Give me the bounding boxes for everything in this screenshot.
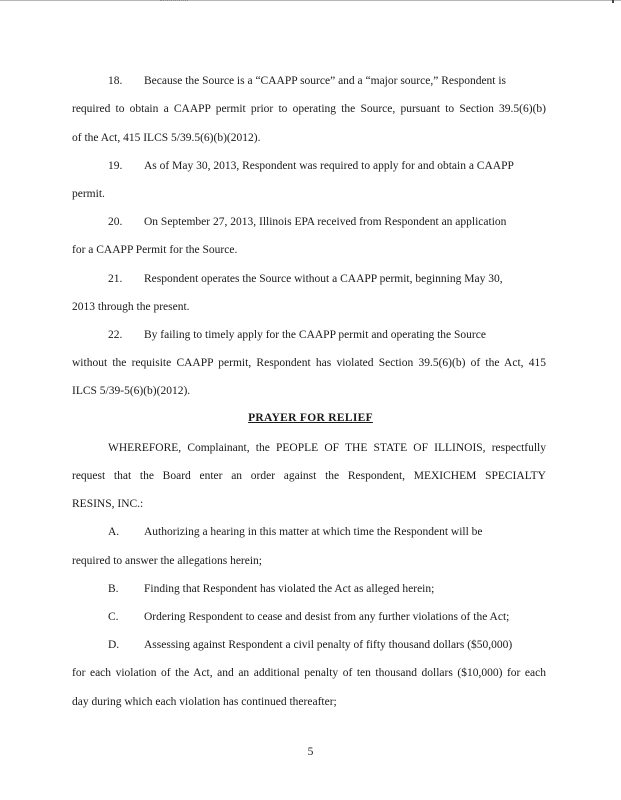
paragraph-number: 20. [108, 216, 123, 228]
paragraph-19-line: permit. [72, 188, 105, 200]
paragraph-19-first-line [72, 159, 514, 173]
relief-item-b-first-line [72, 582, 434, 596]
paragraph-18-first-line [72, 74, 506, 88]
relief-item-a-line: required to answer the allegations herein; [72, 555, 262, 567]
relief-letter: D. [108, 639, 120, 651]
paragraph-21-line: 2013 through the present. [72, 301, 190, 313]
paragraph-20-line: for a CAAPP Permit for the Source. [72, 244, 238, 256]
paragraph-number: 18. [108, 75, 123, 87]
page-top-rule [0, 0, 621, 1]
paragraph-text: On September 27, 2013, Illinois EPA received from Respondent an application [144, 216, 507, 228]
relief-letter: B. [108, 583, 119, 595]
wherefore-line: request that the Board enter an order against the Respondent, MEXICHEM SPECIALTY [72, 470, 546, 482]
relief-item-a-first-line [72, 525, 483, 539]
paragraph-22-line: ILCS 5/39-5(6)(b)(2012). [72, 385, 191, 397]
wherefore-line: RESINS, INC.: [72, 498, 144, 510]
relief-text: Ordering Respondent to cease and desist from any further violations of the Act; [144, 611, 510, 623]
paragraph-20-first-line [72, 215, 506, 229]
paragraph-number: 21. [108, 273, 123, 285]
relief-item-c-first-line [72, 610, 509, 624]
relief-letter: A. [108, 526, 120, 538]
paragraph-number: 19. [108, 160, 123, 172]
relief-text: Authorizing a hearing in this matter at which time the Respondent will be [144, 526, 483, 538]
page-number: 5 [307, 746, 314, 758]
wherefore-first-line: WHEREFORE, Complainant, the PEOPLE OF THE STATE OF ILLINOIS, respectfully [108, 442, 546, 454]
paragraph-21-first-line [72, 272, 503, 286]
paragraph-text: By failing to timely apply for the CAAPP permit and operating the Source [144, 329, 486, 341]
paragraph-text: Respondent operates the Source without a CAAPP permit, beginning May 30, [144, 273, 503, 285]
paragraph-22-line: without the requisite CAAPP permit, Respondent has violated Section 39.5(6)(b) of the Act, 415 [72, 357, 546, 369]
paragraph-18-line: of the Act, 415 ILCS 5/39.5(6)(b)(2012). [72, 132, 261, 144]
section-heading: PRAYER FOR RELIEF [248, 412, 373, 424]
scan-artifact-dash [160, 0, 188, 1]
paragraph-22-first-line [72, 328, 486, 342]
relief-item-d-line: for each violation of the Act, and an additional penalty of ten thousand dollars ($10,000) for each [72, 667, 546, 679]
relief-text: Finding that Respondent has violated the Act as alleged herein; [144, 583, 435, 595]
scan-artifact-mark [612, 0, 614, 3]
relief-item-d-first-line [72, 638, 512, 652]
relief-item-d-line: day during which each violation has continued thereafter; [72, 696, 337, 708]
paragraph-18-line: required to obtain a CAAPP permit prior to operating the Source, pursuant to Section 39.5(6)(b) [72, 103, 546, 115]
paragraph-text: As of May 30, 2013, Respondent was required to apply for and obtain a CAAPP [144, 160, 514, 172]
relief-letter: C. [108, 611, 119, 623]
paragraph-number: 22. [108, 329, 123, 341]
paragraph-text: Because the Source is a “CAAPP source” and a “major source,” Respondent is [144, 75, 507, 87]
relief-text: Assessing against Respondent a civil penalty of fifty thousand dollars ($50,000) [144, 639, 513, 651]
